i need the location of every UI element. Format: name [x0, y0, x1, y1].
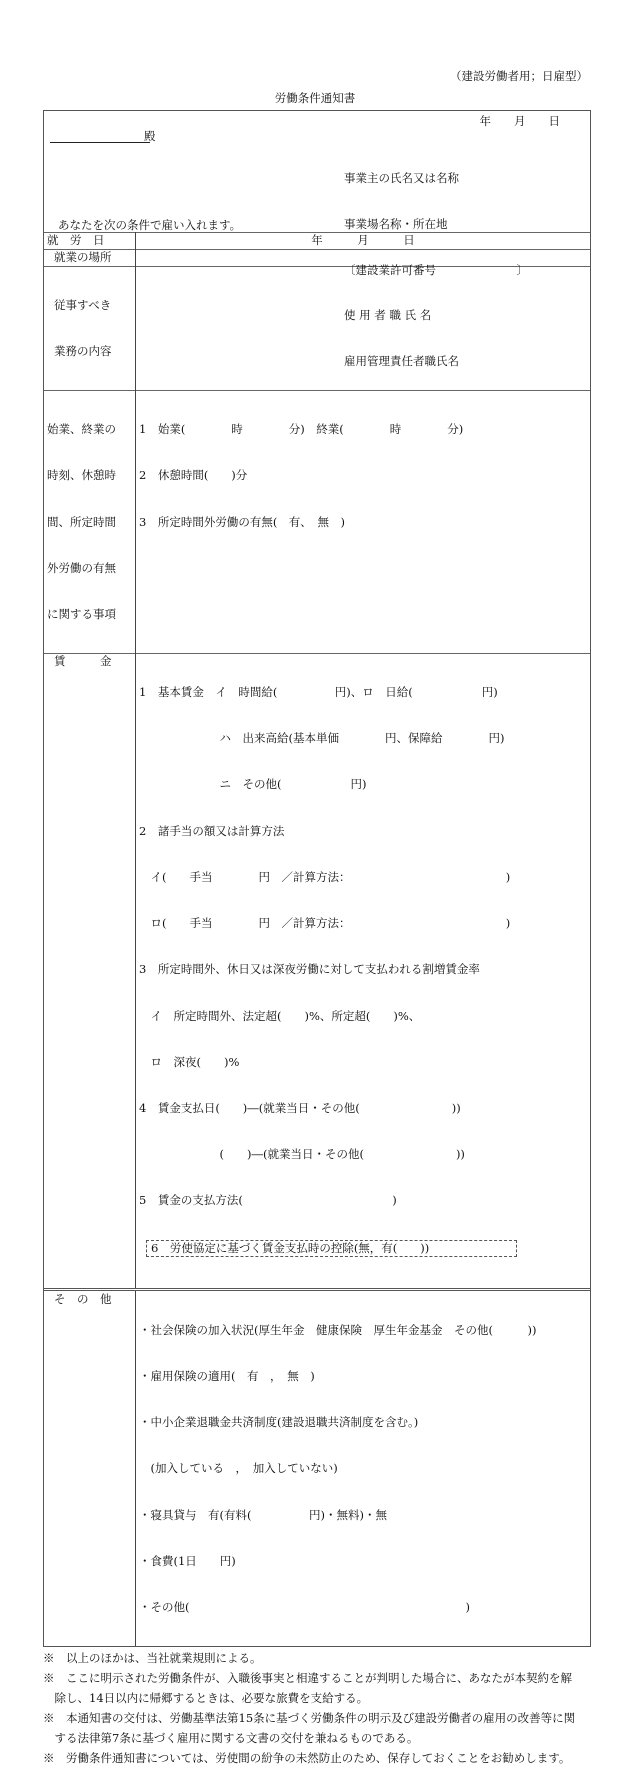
employer-fields [344, 141, 528, 399]
hours-label-line: 外労働の有無 [47, 560, 116, 575]
wages-line: イ( 手当 円 ／計算方法： ) [139, 869, 511, 884]
row-wages [44, 654, 590, 1290]
wages-line: 5 賃金の支払方法( ) [139, 1193, 397, 1208]
wages-line: 2 諸手当の額又は計算方法 [139, 823, 285, 838]
wages-line: ( )―(就業当日・その他( )) [139, 1147, 465, 1162]
note: ※ ここに明示された労働条件が、入職後事実と相違することが判明した場合に、あなたが本契約を解 [43, 1671, 572, 1686]
document-body [43, 110, 593, 1768]
workplace-label: 事業場名称・所在地 [344, 217, 448, 232]
addressee-field[interactable] [50, 128, 150, 143]
wages-line: ロ 深夜( )% [139, 1054, 240, 1069]
other-line: ・雇用保険の適用( 有 ， 無 ) [139, 1368, 315, 1383]
wages-line: ニ その他( 円) [139, 777, 367, 792]
other-line: ・その他( ) [139, 1599, 470, 1614]
other-value[interactable] [136, 1289, 591, 1646]
row-other [44, 1289, 590, 1646]
note: 除し、14日以内に帰郷するときは、必要な旅費を支給する。 [43, 1691, 369, 1706]
duties-label-line: 業務の内容 [54, 344, 112, 359]
employer-title-label: 使 用 者 職 氏 名 [344, 308, 432, 323]
employer-name-label: 事業主の氏名又は名称 [344, 171, 459, 186]
other-line: ・中小企業退職金共済制度(建設退職共済制度を含む。) [139, 1415, 419, 1430]
other-line: ・寝具貸与 有(有料( 円)・無料)・無 [139, 1507, 387, 1522]
wages-value[interactable] [136, 654, 591, 1290]
hours-line: 3 所定時間外労働の有無( 有、 無 ) [139, 514, 346, 529]
other-line: ・食費(1日 円) [139, 1553, 236, 1568]
note: ※ 労働条件通知書については、労使間の紛争の未然防止のため、保存しておくことをお勧めします。 [43, 1751, 571, 1766]
wages-line: ハ 出来高給(基本単価 円、保障給 円) [139, 731, 505, 746]
manager-title-label: 雇用管理責任者職氏名 [344, 353, 459, 368]
form-type-label: （建設労働者用；日雇型） [450, 69, 588, 83]
hours-label-line: 時刻、休憩時 [47, 468, 116, 483]
wages-line: 1 基本賃金 イ 時間給( 円)、ロ 日給( 円) [139, 684, 498, 699]
note: する法律第7条に基づく雇用に関する文書の交付を兼ねるものである。 [43, 1731, 419, 1746]
wages-line: 4 賃金支払日( )―(就業当日・その他( )) [139, 1100, 461, 1115]
other-label: そ の 他 [44, 1289, 136, 1646]
hours-line: 1 始業( 時 分) 終業( 時 分) [139, 422, 464, 437]
hours-label-line: に関する事項 [47, 606, 116, 621]
notice-form [43, 110, 591, 1647]
duties-label-line: 従事すべき [54, 297, 112, 312]
hours-value[interactable] [136, 391, 591, 654]
other-line: ・社会保険の加入状況(厚生年金 健康保険 厚生年金基金 その他( )) [139, 1322, 537, 1337]
hours-label-line: 始業、終業の [47, 422, 116, 437]
conditions-table [44, 232, 590, 1646]
hours-label-line: 間、所定時間 [47, 514, 116, 529]
license-number-label: 〔建設業許可番号 〕 [344, 262, 528, 277]
workday-label: 就 労 日 [44, 233, 136, 250]
intro-text: あなたを次の条件で雇い入れます。 [58, 218, 242, 232]
place-label: 就業の場所 [44, 250, 136, 267]
addressee-suffix: 殿 [144, 129, 156, 143]
note: ※ 本通知書の交付は、労働基準法第15条に基づく労働条件の明示及び建設労働者の雇用の改善等に関 [43, 1711, 576, 1726]
issue-date[interactable]: 年 月 日 [479, 114, 560, 128]
hours-line: 2 休憩時間( )分 [139, 468, 248, 483]
wages-label: 賃 金 [44, 654, 136, 1290]
note: ※ 以上のほかは、当社就業規則による。 [43, 1651, 262, 1666]
deduction-box: 6 労使協定に基づく賃金支払時の控除(無，有( )) [146, 1240, 517, 1257]
other-line: (加入している ， 加入していない) [139, 1461, 338, 1476]
wages-line: 3 所定時間外、休日又は深夜労働に対して支払われる割増賃金率 [139, 962, 480, 977]
row-hours [44, 391, 590, 654]
workday-value[interactable]: 年 月 日 [136, 233, 591, 250]
wages-line: イ 所定時間外、法定超( )%、所定超( )%、 [139, 1008, 421, 1023]
wages-line: ロ( 手当 円 ／計算方法： ) [139, 916, 511, 931]
document-title: 労働条件通知書 [274, 91, 356, 105]
notes [43, 1648, 593, 1768]
